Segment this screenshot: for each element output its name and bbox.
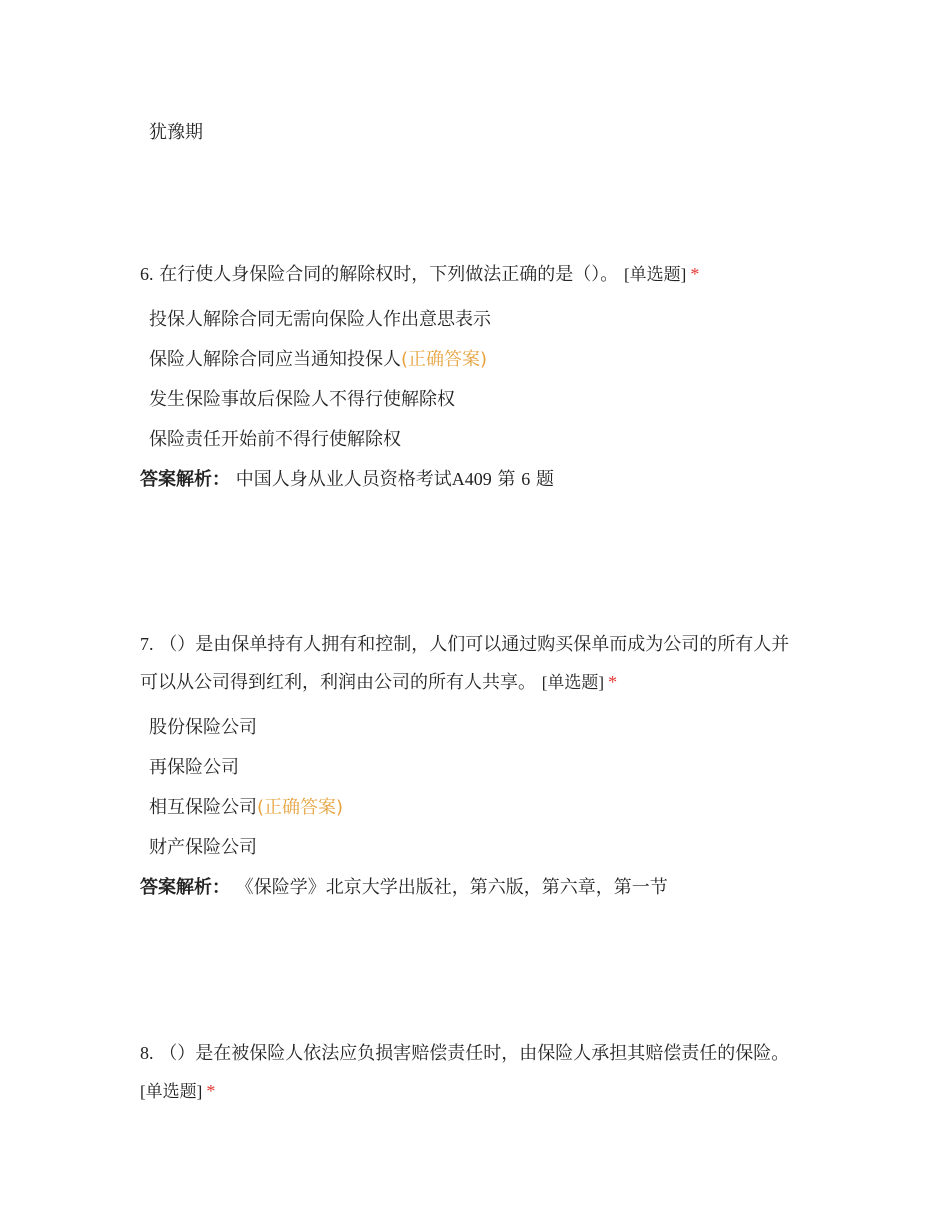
option-label: 财产保险公司: [149, 837, 257, 858]
question-type-tag: [单选题]: [623, 265, 687, 285]
required-mark: *: [608, 672, 618, 692]
q6-option-4[interactable]: [149, 428, 401, 452]
question-8-title-cont: [140, 1079, 215, 1104]
q7-answer-analysis: [140, 876, 668, 900]
question-number: 6.: [140, 264, 154, 284]
option-label: 再保险公司: [149, 757, 239, 778]
required-mark: *: [206, 1081, 216, 1101]
option-label: 发生保险事故后保险人不得行使解除权: [149, 389, 455, 410]
option-label: 股份保险公司: [149, 717, 257, 738]
q6-option-3[interactable]: [149, 388, 455, 412]
question-6-title: [140, 262, 699, 287]
option-label: 相互保险公司: [149, 797, 257, 818]
option-prev-last[interactable]: [149, 121, 203, 145]
question-type-tag: [单选题]: [140, 1082, 203, 1102]
question-text-line2: 可以从公司得到红利，利润由公司的所有人共享。: [140, 672, 536, 693]
option-label: 保险责任开始前不得行使解除权: [149, 429, 401, 450]
analysis-text: 中国人身从业人员资格考试A409 第 6 题: [235, 469, 554, 490]
question-text: 在行使人身保险合同的解除权时，下列做法正确的是（）。: [159, 264, 619, 285]
analysis-label: 答案解析：: [140, 469, 230, 490]
required-mark: *: [690, 264, 700, 284]
correct-answer-label: (正确答案): [401, 349, 488, 370]
question-8-title: [140, 1041, 789, 1066]
question-type-tag: [单选题]: [541, 673, 605, 693]
q7-option-1[interactable]: [149, 716, 257, 740]
question-number: 7.: [140, 634, 154, 654]
question-7-title: [140, 632, 789, 657]
analysis-text: 《保险学》北京大学出版社，第六版，第六章，第一节: [235, 877, 668, 898]
q7-option-2[interactable]: [149, 756, 239, 780]
option-label: 保险人解除合同应当通知投保人: [149, 349, 401, 370]
q7-option-3[interactable]: [149, 796, 343, 820]
question-number: 8.: [140, 1043, 154, 1063]
question-7-title-cont: [140, 670, 617, 695]
question-text-line1: （）是在被保险人依法应负损害赔偿责任时，由保险人承担其赔偿责任的保险。: [159, 1043, 790, 1064]
analysis-label: 答案解析：: [140, 877, 230, 898]
option-label: 犹豫期: [149, 122, 203, 143]
q6-answer-analysis: [140, 467, 554, 492]
correct-answer-label: (正确答案): [257, 797, 344, 818]
question-text-line1: （）是由保单持有人拥有和控制，人们可以通过购买保单而成为公司的所有人并: [159, 634, 790, 655]
q6-option-1[interactable]: [149, 308, 491, 332]
q6-option-2[interactable]: [149, 348, 487, 372]
q7-option-4[interactable]: [149, 836, 257, 860]
option-label: 投保人解除合同无需向保险人作出意思表示: [149, 309, 491, 330]
